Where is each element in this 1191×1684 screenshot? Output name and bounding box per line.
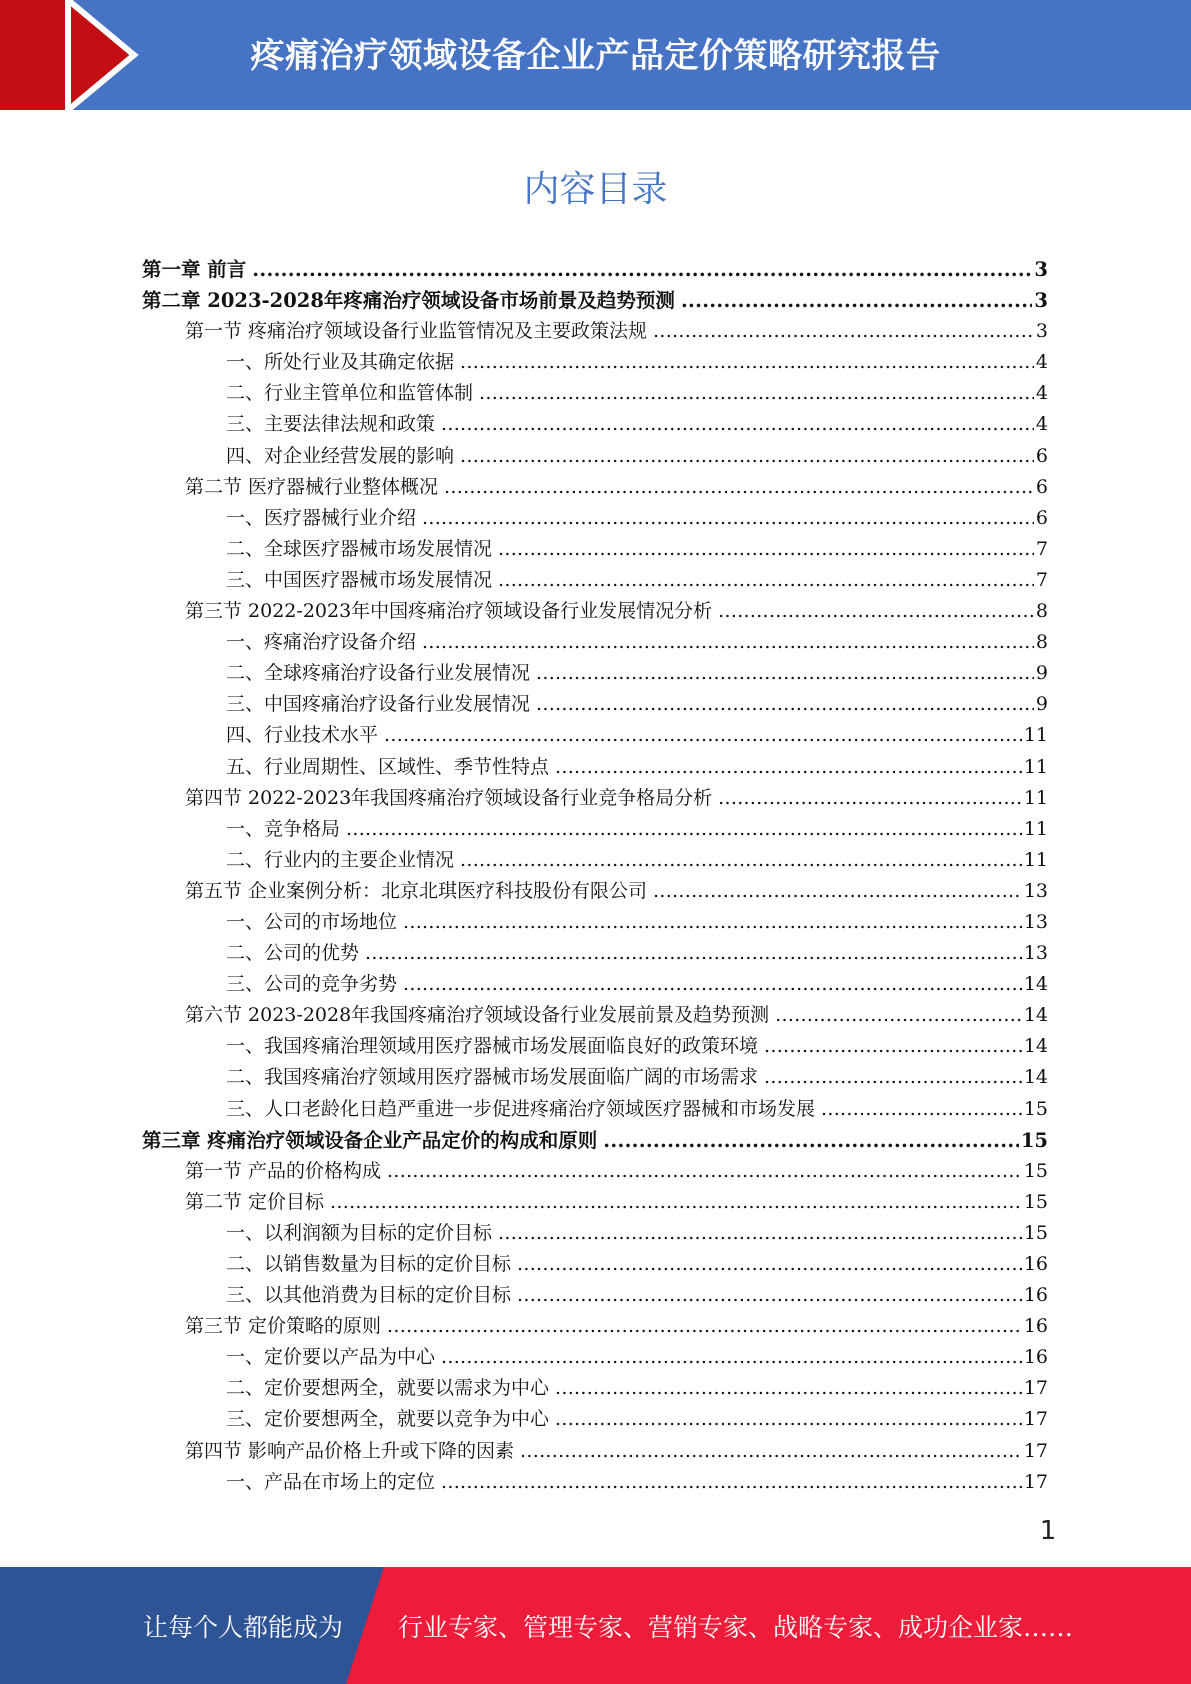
toc-dot-leader <box>653 320 1034 342</box>
toc-entry[interactable] <box>142 1156 1048 1187</box>
toc-entry-page: 15 <box>1023 1221 1048 1244</box>
toc-dot-leader <box>441 1471 1022 1493</box>
toc-dot-leader <box>681 289 1032 312</box>
toc-entry-page: 13 <box>1023 942 1048 965</box>
footer-slogan-left: 让每个人都能成为 <box>143 1612 344 1642</box>
toc-entry-label: 二、全球医疗器械市场发展情况 <box>226 537 493 560</box>
toc-entry[interactable] <box>142 907 1048 938</box>
toc-entry-label: 第二节 医疗器械行业整体概况 <box>185 475 439 498</box>
toc-entry-label: 第一节 疼痛治疗领域设备行业监管情况及主要政策法规 <box>185 320 648 343</box>
toc-entry[interactable] <box>142 565 1048 596</box>
toc-dot-leader <box>718 600 1034 622</box>
toc-entry[interactable] <box>142 783 1048 814</box>
toc-dot-leader <box>536 693 1034 715</box>
toc-entry-page: 16 <box>1023 1315 1048 1338</box>
toc-dot-leader <box>444 476 1034 498</box>
toc-entry-page: 3 <box>1034 258 1048 281</box>
toc-entry[interactable] <box>142 254 1048 285</box>
toc-entry[interactable] <box>142 1404 1048 1435</box>
toc-dot-leader <box>346 818 1022 840</box>
toc-dot-leader <box>384 724 1022 746</box>
toc-entry-page: 15 <box>1023 1190 1048 1213</box>
toc-entry[interactable] <box>142 1000 1048 1031</box>
toc-dot-leader <box>653 880 1022 902</box>
toc-entry[interactable] <box>142 472 1048 503</box>
toc-entry-label: 第三节 定价策略的原则 <box>185 1315 382 1338</box>
toc-dot-leader <box>479 382 1034 404</box>
toc-entry-page: 11 <box>1023 817 1048 840</box>
toc-entry[interactable] <box>142 938 1048 969</box>
toc-entry-label: 三、中国疼痛治疗设备行业发展情况 <box>226 693 531 716</box>
toc-entry-label: 三、主要法律法规和政策 <box>226 413 436 436</box>
toc-entry[interactable] <box>142 752 1048 783</box>
toc-entry-page: 17 <box>1023 1377 1048 1400</box>
toc-dot-leader <box>422 631 1034 653</box>
toc-entry[interactable] <box>142 1311 1048 1342</box>
toc-dot-leader <box>330 1191 1022 1213</box>
toc-entry-label: 第一节 产品的价格构成 <box>185 1159 382 1182</box>
toc-entry-page: 7 <box>1035 537 1048 560</box>
toc-entry[interactable] <box>142 1218 1048 1249</box>
toc-dot-leader <box>387 1160 1022 1182</box>
toc-entry-page: 11 <box>1023 786 1048 809</box>
toc-dot-leader <box>460 445 1034 467</box>
toc-entry[interactable] <box>142 658 1048 689</box>
toc-dot-leader <box>718 787 1022 809</box>
toc-dot-leader <box>775 1004 1022 1026</box>
toc-entry-label: 第四节 2022-2023年我国疼痛治疗领域设备行业竞争格局分析 <box>185 786 713 809</box>
toc-entry-page: 14 <box>1023 1004 1048 1027</box>
toc-entry-label: 二、我国疼痛治疗领域用医疗器械市场发展面临广阔的市场需求 <box>226 1066 759 1089</box>
toc-entry-label: 第二章 2023-2028年疼痛治疗领域设备市场前景及趋势预测 <box>142 289 675 313</box>
toc-entry-label: 二、行业内的主要企业情况 <box>226 848 455 871</box>
toc-entry-page: 16 <box>1023 1346 1048 1369</box>
toc-entry-page: 3 <box>1034 289 1048 313</box>
toc-entry[interactable] <box>142 1436 1048 1467</box>
toc-dot-leader <box>821 1098 1022 1120</box>
toc-entry-label: 第六节 2023-2028年我国疼痛治疗领域设备行业发展前景及趋势预测 <box>185 1004 770 1027</box>
toc-dot-leader <box>252 258 1032 281</box>
toc-entry-page: 16 <box>1023 1284 1048 1307</box>
report-header <box>0 0 1191 110</box>
toc-entry-label: 五、行业周期性、区域性、季节性特点 <box>226 755 550 778</box>
toc-entry[interactable] <box>142 627 1048 658</box>
toc-entry-page: 6 <box>1035 506 1048 529</box>
toc-dot-leader <box>555 1377 1022 1399</box>
toc-entry-page: 14 <box>1023 1066 1048 1089</box>
toc-entry-page: 4 <box>1035 413 1048 436</box>
toc-dot-leader <box>387 1315 1022 1337</box>
toc-entry-label: 一、医疗器械行业介绍 <box>226 506 417 529</box>
toc-entry[interactable] <box>142 814 1048 845</box>
toc-entry-page: 8 <box>1035 600 1048 623</box>
toc-entry[interactable] <box>142 689 1048 720</box>
page-number: 1 <box>1039 1516 1057 1546</box>
toc-entry-label: 二、全球疼痛治疗设备行业发展情况 <box>226 662 531 685</box>
toc-entry-label: 三、中国医疗器械市场发展情况 <box>226 568 493 591</box>
toc-entry-page: 17 <box>1023 1470 1048 1493</box>
table-of-contents <box>142 254 1048 1498</box>
toc-entry-page: 11 <box>1023 848 1048 871</box>
toc-entry[interactable] <box>142 409 1048 440</box>
toc-entry-page: 11 <box>1023 755 1048 778</box>
toc-entry-page: 9 <box>1035 693 1048 716</box>
toc-dot-leader <box>365 942 1022 964</box>
footer-banner <box>0 1567 1191 1684</box>
toc-dot-leader <box>460 849 1022 871</box>
toc-entry-page: 17 <box>1023 1408 1048 1431</box>
toc-dot-leader <box>764 1066 1022 1088</box>
toc-entry-label: 第四节 影响产品价格上升或下降的因素 <box>185 1439 515 1462</box>
footer-slogan-right: 行业专家、管理专家、营销专家、战略专家、成功企业家…… <box>398 1612 1074 1642</box>
toc-entry-page: 14 <box>1023 973 1048 996</box>
toc-entry-label: 第一章 前言 <box>142 258 247 281</box>
toc-entry[interactable] <box>142 1187 1048 1218</box>
toc-entry-label: 一、定价要以产品为中心 <box>226 1346 436 1369</box>
toc-dot-leader <box>403 973 1022 995</box>
toc-entry-label: 一、以利润额为目标的定价目标 <box>226 1221 493 1244</box>
chevron-arrow-icon <box>0 0 160 110</box>
toc-entry[interactable] <box>142 720 1048 751</box>
toc-entry-page: 13 <box>1023 910 1048 933</box>
toc-entry-page: 4 <box>1035 351 1048 374</box>
toc-entry-page: 6 <box>1035 475 1048 498</box>
toc-dot-leader <box>403 911 1022 933</box>
toc-entry[interactable] <box>142 1280 1048 1311</box>
toc-entry-label: 一、产品在市场上的定位 <box>226 1470 436 1493</box>
toc-entry-page: 8 <box>1035 631 1048 654</box>
toc-dot-leader <box>422 507 1034 529</box>
toc-entry[interactable] <box>142 969 1048 1000</box>
toc-entry[interactable] <box>142 596 1048 627</box>
toc-entry-label: 二、定价要想两全，就要以需求为中心 <box>226 1377 550 1400</box>
toc-entry-label: 三、以其他消费为目标的定价目标 <box>226 1284 512 1307</box>
toc-entry[interactable] <box>142 1094 1048 1125</box>
toc-entry[interactable] <box>142 378 1048 409</box>
toc-entry[interactable] <box>142 1342 1048 1373</box>
toc-entry-label: 二、行业主管单位和监管体制 <box>226 382 474 405</box>
toc-entry-page: 9 <box>1035 662 1048 685</box>
toc-entry-label: 一、我国疼痛治理领域用医疗器械市场发展面临良好的政策环境 <box>226 1035 759 1058</box>
toc-entry[interactable] <box>142 534 1048 565</box>
toc-entry-page: 13 <box>1023 879 1048 902</box>
toc-entry-label: 三、人口老龄化日趋严重进一步促进疼痛治疗领域医疗器械和市场发展 <box>226 1097 816 1120</box>
toc-dot-leader <box>460 351 1034 373</box>
toc-entry-label: 一、所处行业及其确定依据 <box>226 351 455 374</box>
toc-entry-page: 7 <box>1035 568 1048 591</box>
toc-entry-label: 一、公司的市场地位 <box>226 910 398 933</box>
toc-title: 内容目录 <box>523 169 668 210</box>
toc-dot-leader <box>441 1346 1022 1368</box>
toc-entry[interactable] <box>142 876 1048 907</box>
toc-entry-page: 3 <box>1035 320 1048 343</box>
toc-entry[interactable] <box>142 1249 1048 1280</box>
toc-entry-label: 四、行业技术水平 <box>226 724 379 747</box>
toc-dot-leader <box>520 1440 1022 1462</box>
toc-entry[interactable] <box>142 503 1048 534</box>
toc-entry-page: 16 <box>1023 1253 1048 1275</box>
toc-entry[interactable] <box>142 1467 1048 1498</box>
toc-dot-leader <box>536 662 1034 684</box>
toc-dot-leader <box>555 1408 1022 1430</box>
toc-dot-leader <box>603 1129 1019 1152</box>
toc-entry-page: 15 <box>1023 1097 1048 1120</box>
toc-entry-label: 第二节 定价目标 <box>185 1190 325 1213</box>
toc-entry[interactable] <box>142 316 1048 347</box>
toc-entry[interactable] <box>142 845 1048 876</box>
toc-dot-leader <box>498 1222 1022 1244</box>
report-title: 疼痛治疗领域设备企业产品定价策略研究报告 <box>250 35 941 76</box>
toc-entry-label: 三、定价要想两全，就要以竞争为中心 <box>226 1408 550 1431</box>
toc-entry-page: 14 <box>1023 1035 1048 1058</box>
toc-entry[interactable] <box>142 441 1048 472</box>
toc-dot-leader <box>517 1284 1022 1306</box>
toc-entry[interactable] <box>142 1125 1048 1156</box>
toc-dot-leader <box>441 413 1034 435</box>
toc-entry-label: 第五节 企业案例分析：北京北琪医疗科技股份有限公司 <box>185 879 648 902</box>
toc-dot-leader <box>764 1035 1022 1057</box>
toc-entry-label: 一、竞争格局 <box>226 817 341 840</box>
toc-entry-page: 15 <box>1023 1159 1048 1182</box>
toc-entry-page: 6 <box>1035 444 1048 467</box>
toc-entry-label: 三、公司的竞争劣势 <box>226 973 398 996</box>
toc-entry-page: 4 <box>1035 382 1048 405</box>
toc-dot-leader <box>498 569 1034 591</box>
toc-entry-label: 二、以销售数量为目标的定价目标 <box>226 1253 512 1275</box>
toc-entry-label: 一、疼痛治疗设备介绍 <box>226 631 417 654</box>
toc-entry-page: 15 <box>1020 1128 1048 1152</box>
toc-entry[interactable] <box>142 1062 1048 1093</box>
toc-entry-label: 第三章 疼痛治疗领域设备企业产品定价的构成和原则 <box>142 1128 598 1152</box>
toc-entry[interactable] <box>142 1031 1048 1062</box>
toc-entry-label: 二、公司的优势 <box>226 942 360 965</box>
toc-entry[interactable] <box>142 285 1048 316</box>
toc-entry-label: 四、对企业经营发展的影响 <box>226 444 455 467</box>
toc-dot-leader <box>498 538 1034 560</box>
toc-entry-label: 第三节 2022-2023年中国疼痛治疗领域设备行业发展情况分析 <box>185 600 713 623</box>
toc-dot-leader <box>517 1253 1022 1275</box>
toc-entry[interactable] <box>142 347 1048 378</box>
toc-entry-page: 17 <box>1023 1439 1048 1462</box>
toc-dot-leader <box>555 756 1022 778</box>
toc-entry-page: 11 <box>1023 724 1048 747</box>
toc-entry[interactable] <box>142 1373 1048 1404</box>
